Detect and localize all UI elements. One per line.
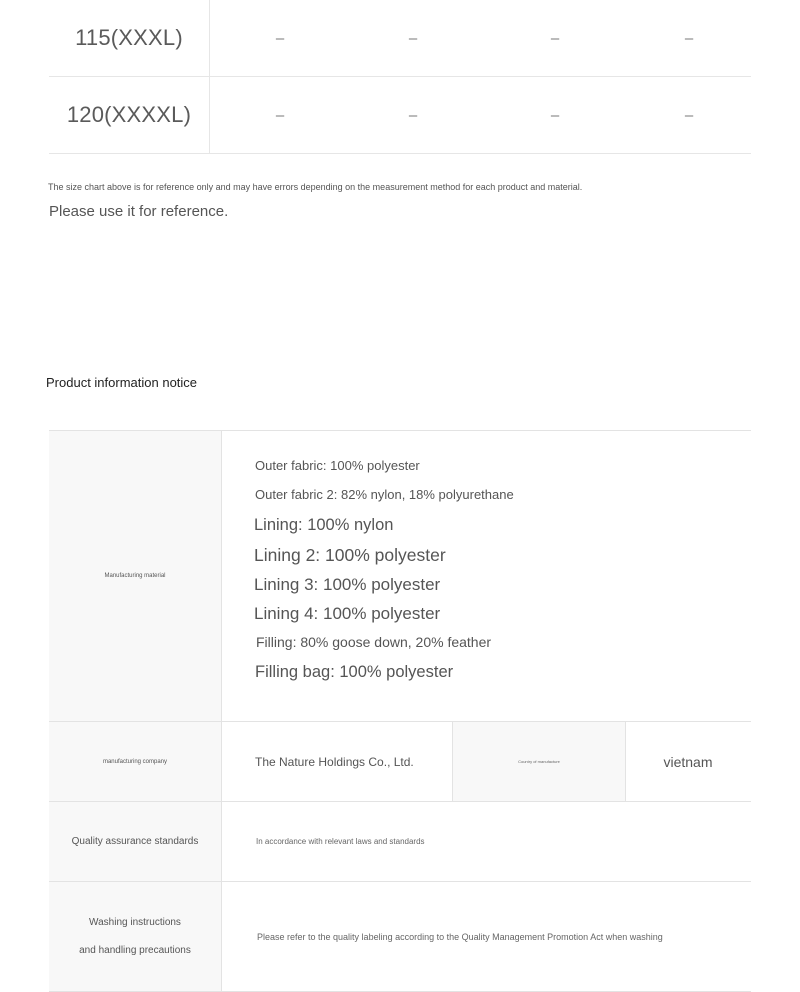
- washing-label-line1: Washing instructions: [89, 916, 181, 928]
- company-label: manufacturing company: [49, 722, 222, 801]
- size-value: –: [550, 29, 560, 47]
- quality-label: Quality assurance standards: [49, 802, 222, 881]
- size-value: –: [275, 29, 285, 47]
- size-value: –: [275, 106, 285, 124]
- size-row-xxxxl: [49, 77, 751, 154]
- company-value: The Nature Holdings Co., Ltd.: [255, 754, 414, 769]
- size-label: 115(XXXL): [49, 0, 210, 76]
- size-chart-disclaimer: The size chart above is for reference only and may have errors depending on the measurement method for each product and material.: [48, 182, 583, 192]
- material-item: Outer fabric 2: 82% nylon, 18% polyurethane: [255, 487, 514, 502]
- material-label: Manufacturing material: [49, 431, 222, 721]
- size-value: –: [408, 106, 418, 124]
- size-value: –: [684, 29, 694, 47]
- size-value: –: [684, 106, 694, 124]
- quality-row: [49, 802, 751, 882]
- washing-label: [49, 882, 222, 991]
- material-item: Lining 4: 100% polyester: [254, 604, 441, 623]
- product-info-title: Product information notice: [46, 375, 198, 390]
- material-item: Lining 2: 100% polyester: [254, 544, 446, 565]
- material-list: [254, 459, 514, 681]
- material-item: Lining 3: 100% polyester: [254, 575, 441, 594]
- country-value: vietnam: [663, 753, 713, 770]
- material-item: Outer fabric: 100% polyester: [255, 458, 420, 473]
- company-row: [49, 722, 751, 802]
- country-label: Country of manufacture: [452, 722, 626, 801]
- quality-value: In accordance with relevant laws and standards: [256, 837, 425, 846]
- material-row: [49, 431, 751, 722]
- material-item: Filling bag: 100% polyester: [255, 663, 454, 681]
- washing-label-line2: and handling precautions: [79, 944, 191, 956]
- washing-row: [49, 882, 751, 992]
- material-item: Filling: 80% goose down, 20% feather: [256, 634, 492, 650]
- size-label: 120(XXXXL): [49, 77, 210, 153]
- material-item: Lining: 100% nylon: [254, 516, 394, 534]
- size-chart-table: [49, 0, 751, 154]
- size-chart-reference-note: Please use it for reference.: [49, 203, 229, 220]
- size-value: –: [408, 29, 418, 47]
- size-row-xxxl: [49, 0, 751, 77]
- size-value: –: [550, 106, 560, 124]
- product-info-table: [49, 430, 751, 992]
- washing-value: Please refer to the quality labeling according to the Quality Management Promotion Act when washing: [257, 931, 663, 942]
